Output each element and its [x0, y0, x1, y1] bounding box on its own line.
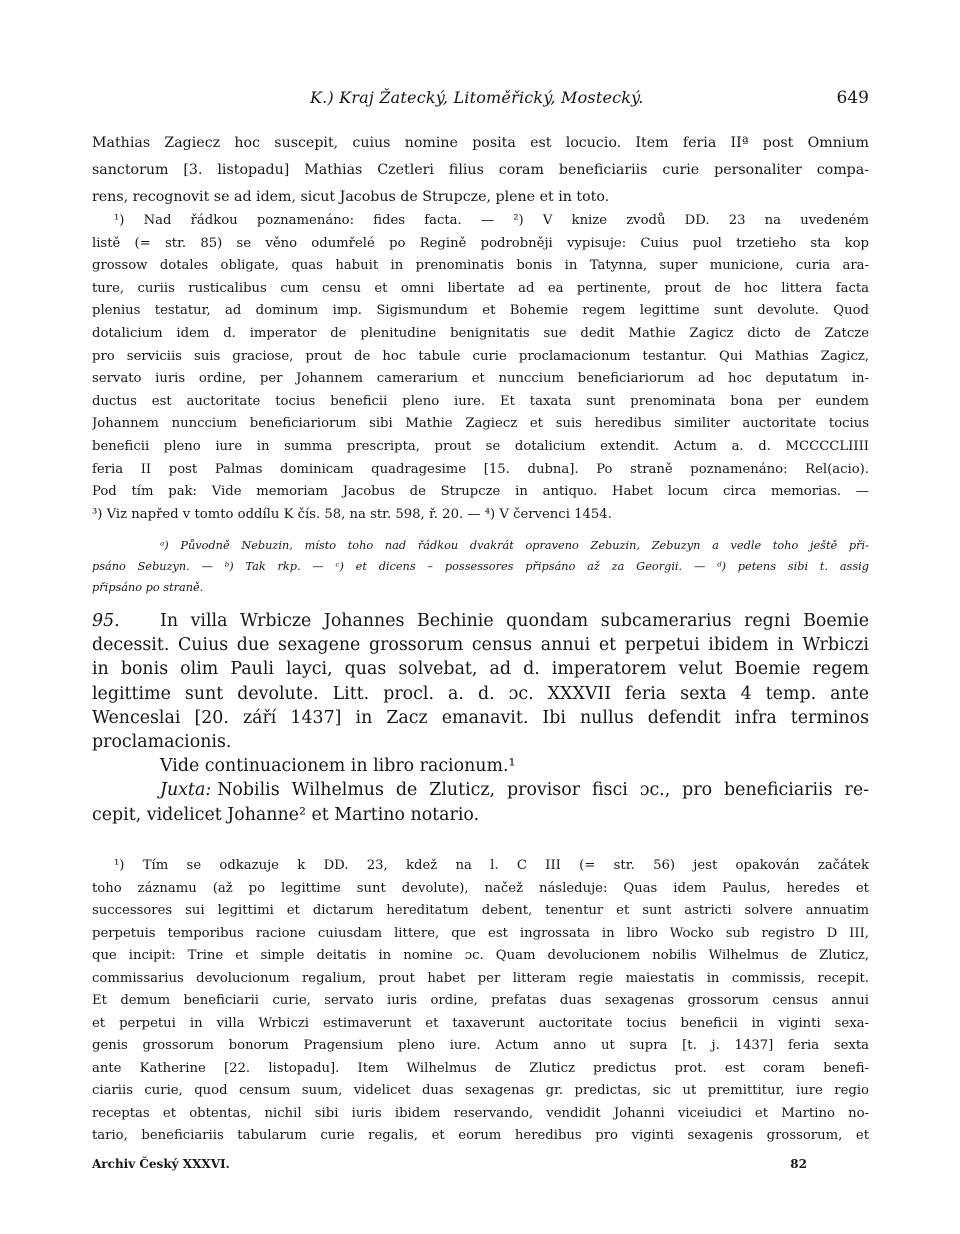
footnote-line: servato iuris ordine, per Johannem camerarium et nunccium beneficiariorum ad hoc deputatum in-	[92, 371, 869, 387]
variant-note-line: ᵃ) Původně Nebuzin, místo toho nad řádkou dvakrát opraveno Zebuzin, Zebuzyn a vedle toho ještě při-	[160, 539, 869, 552]
vide-line: Vide continuacionem in libro racionum.¹	[160, 756, 516, 777]
entry-line-text: In villa Wrbicze Johannes Bechinie quondam subcamerarius regni Boemie	[160, 611, 869, 631]
text-line: sanctorum [3. listopadu] Mathias Czetleri filius coram beneficiariis curie personaliter compa-	[92, 162, 869, 178]
footnote-line: pro serviciis suis graciose, prout de hoc tabule curie proclamacionum testantur. Qui Mathias Zagicz,	[92, 348, 869, 364]
footnote-line: perpetuis temporibus racione cuiusdam littere, que est ingrossata in libro Wocko sub registro D III,	[92, 925, 869, 941]
footnote-line: beneficii pleno iure in summa prescripta, prout se dotalicium extendit. Actum a. d. MCCCCLIIII	[92, 438, 869, 454]
juxta-text: Nobilis Wilhelmus de Zluticz, provisor fisci ɔc., pro beneficiariis re-	[217, 780, 869, 801]
entry-line: cepit, videlicet Johanne² et Martino notario.	[92, 804, 480, 825]
footnote-line: toho záznamu (až po legittime sunt devolute), načež následuje: Quas idem Paulus, heredes et	[92, 880, 869, 896]
signature-mark: Archiv Český XXXVI.	[92, 1157, 230, 1171]
running-header	[92, 88, 869, 112]
entry-line: proclamacionis.	[92, 732, 232, 753]
entry-line: decessit. Cuius due sexagene grossorum census annui et perpetui ibidem in Wrbiczi	[92, 635, 869, 656]
footnote-line: successores sui legittimi et dictarum hereditatum debent, tenentur et sunt astricti solvere annuatim	[92, 903, 869, 918]
footnote-line: plenius testatur, ad dominum imp. Sigismundum et Bohemie regem legittime sunt devolute. Quod	[92, 303, 869, 319]
footnote-line: listě (= str. 85) se věno odumřelé po Regině podrobněji vypisuje: Cuius puol trzetieho sta kop	[92, 235, 869, 251]
footnote-line: que incipit: Trine et simple deitatis in nomine ɔc. Quam devolucionem nobilis Wilhelmus de Zluticz,	[92, 948, 869, 963]
page-footer	[92, 1157, 869, 1177]
carryover-paragraph	[92, 130, 869, 211]
footnote-line: Pod tím pak: Vide memoriam Jacobus de Strupcze in antiquo. Habet locum circa memorias. —	[92, 484, 869, 500]
footnote-line: ture, curiis rusticalibus cum censu et omni libertate ad ea pertinente, prout de hoc littera facta	[92, 280, 869, 296]
footnote-line: dotalicium idem d. imperator de plenitudine benignitatis sue dedit Mathie Zagicz dicto de Zatcze	[92, 325, 869, 341]
footnote-line: Et demum beneficiarii curie, servato iuris ordine, prefatas duas sexagenas grossorum census annui	[92, 993, 869, 1008]
entry-line: legittime sunt devolute. Litt. procl. a. d. ɔc. XXXVII feria sexta 4 temp. ante	[92, 683, 869, 704]
entry-first-line	[92, 609, 869, 633]
footnote-line: grossow dotales obligate, quas habuit in prenominatis bonis in Tatynna, super municione, curia ara-	[92, 258, 869, 274]
footnote-line: ductus est auctoritate tocius beneficii pleno iure. Et taxata sunt prenominata bona per eundem	[92, 393, 869, 409]
book-page	[92, 0, 869, 1234]
footnote-line: ¹) Nad řádkou poznamenáno: fides facta. — ²) V knize zvodů DD. 23 na uvedeném	[114, 213, 869, 228]
footnote-line: receptas et obtentas, nichil sibi iuris ibidem reservando, vendidit Johanni viceiudici et Martino no-	[92, 1105, 869, 1121]
signature-number: 82	[790, 1157, 807, 1171]
footnote-line: genis grossorum bonorum Pragensium pleno iure. Actum anno ut supra [t. j. 1437] feria sexta	[92, 1038, 869, 1053]
footnote-line: Johannem nunccium beneficiariorum sibi Mathie Zagiecz et suis heredibus similiter auctoritate tocius	[92, 416, 869, 432]
footnotes-entry-95	[92, 855, 869, 1148]
footnote-line: ciariis curie, quod censum suum, videlicet duas sexagenas gr. predictas, sic ut premittitur, iure regio	[92, 1083, 869, 1098]
entry-line: in bonis olim Pauli layci, quas solvebat, ad d. imperatorem velut Boemie regem	[92, 659, 869, 680]
entry-line: Wenceslai [20. září 1437] in Zacz emanavit. Ibi nullus defendit infra terminos	[92, 707, 869, 728]
running-title: K.) Kraj Žatecký, Litoměřický, Mostecký.	[310, 88, 644, 107]
footnote-line: tario, beneficiariis tabularum curie regalis, et eorum heredibus pro viginti sexagenis grossorum, et	[92, 1128, 869, 1143]
footnote-line: ante Katherine [22. listopadu]. Item Wilhelmus de Zluticz predictus prot. est coram benefi-	[92, 1060, 869, 1076]
page-number: 649	[836, 88, 869, 108]
text-line: rens, recognovit se ad idem, sicut Jacobus de Strupcze, plene et in toto.	[92, 189, 610, 205]
footnote-line: ¹) Tím se odkazuje k DD. 23, kdež na l. C III (= str. 56) jest opakován začátek	[114, 858, 869, 873]
variant-notes	[92, 535, 869, 598]
variant-note-line: připsáno po straně.	[92, 581, 204, 594]
entry-95	[92, 609, 869, 827]
juxta-label: Juxta:	[160, 780, 212, 801]
text-line: Mathias Zagiecz hoc suscepit, cuius nomine posita est locucio. Item feria IIª post Omnium	[92, 135, 869, 151]
footnote-line: et perpetui in villa Wrbiczi estimaverunt et taxaverunt auctoritate tocius beneficii in viginti sexa-	[92, 1015, 869, 1031]
footnote-line: feria II post Palmas dominicam quadragesime [15. dubna]. Po straně poznamenáno: Rel(acio).	[92, 461, 869, 477]
entry-number: 95.	[92, 611, 120, 631]
footnotes-preceding-entry	[92, 210, 869, 526]
juxta-line	[92, 778, 869, 802]
variant-note-line: psáno Sebuzyn. — ᵇ) Tak rkp. — ᶜ) et dicens – possessores připsáno až za Georgii. — ᵈ) petens sibi t. assig	[92, 560, 869, 573]
footnote-line: commissarius devolucionum regalium, prout habet per litteram regie maiestatis in commissis, recepit.	[92, 970, 869, 986]
footnote-line: ³) Viz napřed v tomto oddílu K čís. 58, na str. 598, ř. 20. — ⁴) V červenci 1454.	[92, 506, 612, 522]
